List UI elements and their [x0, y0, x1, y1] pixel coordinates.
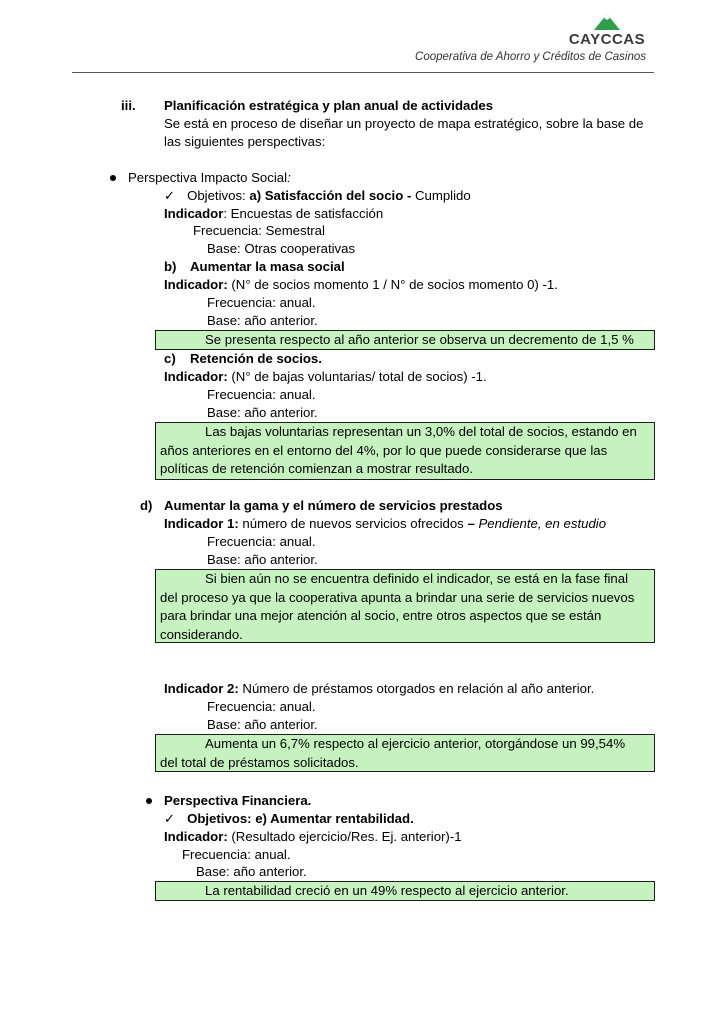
result-box-b: Se presenta respecto al año anterior se observa un decremento de 1,5 % [155, 330, 655, 350]
indicator-1: Indicador 1: número de nuevos servicios ofrecidos – Pendiente, en estudio [164, 516, 607, 531]
objective-d-letter: d) [140, 498, 153, 513]
frequency-b: Frecuencia: anual. [207, 295, 316, 310]
indicator-b: Indicador: (N° de socios momento 1 / N° de socios momento 0) -1. [164, 277, 558, 292]
objective-c-letter: c) [164, 351, 176, 366]
result-box-e: La rentabilidad creció en un 49% respecto al ejercicio anterior. [155, 881, 655, 901]
section-number: iii. [121, 98, 136, 113]
objective-c-title: Retención de socios. [190, 351, 322, 366]
section-title: Planificación estratégica y plan anual de actividades [164, 98, 494, 113]
frequency-2: Frecuencia: anual. [207, 699, 316, 714]
indicator-a: Indicador: Encuestas de satisfacción [164, 206, 384, 221]
header-tagline: Cooperativa de Ahorro y Créditos de Casinos [415, 51, 646, 63]
indicator-2: Indicador 2: Número de préstamos otorgados en relación al año anterior. [164, 681, 595, 696]
bullet-icon [110, 175, 116, 181]
objective-b-letter: b) [164, 259, 177, 274]
logo-text: CAYCCAS [568, 31, 646, 48]
result-box-indicator-1: Si bien aún no se encuentra definido el indicador, se está en la fase final del proceso ya que la cooperativa apunta a brindar una serie de servicios nuevos para brindar una mejor atención al socio, entre otros aspectos que se están considerando. [155, 569, 655, 643]
base-c: Base: año anterior. [207, 405, 318, 420]
result-box-indicator-2: Aumenta un 6,7% respecto al ejercicio anterior, otorgándose un 99,54% del total de préstamos solicitados. [155, 734, 655, 772]
financial-perspective-heading: Perspectiva Financiera. [164, 793, 312, 808]
objective-a: ✓ Objetivos: a) Satisfacción del socio - Cumplido [164, 188, 471, 203]
checkmark-icon: ✓ [164, 188, 176, 203]
bullet-icon [146, 798, 152, 804]
objective-b-title: Aumentar la masa social [190, 259, 345, 274]
header-divider [72, 72, 654, 73]
frequency-a: Frecuencia: Semestral [193, 223, 325, 238]
objective-d-title: Aumentar la gama y el número de servicios prestados [164, 498, 503, 513]
section-intro-line-1: Se está en proceso de diseñar un proyecto de mapa estratégico, sobre la base de [164, 116, 644, 131]
base-b: Base: año anterior. [207, 313, 318, 328]
indicator-e: Indicador: (Resultado ejercicio/Res. Ej. anterior)-1 [164, 829, 462, 844]
frequency-e: Frecuencia: anual. [182, 847, 291, 862]
base-1: Base: año anterior. [207, 552, 318, 567]
checkmark-icon: ✓ [164, 811, 176, 826]
cayccas-logo [562, 14, 652, 50]
objective-e: ✓ Objetivos: e) Aumentar rentabilidad. [164, 811, 414, 826]
base-2: Base: año anterior. [207, 717, 318, 732]
base-a: Base: Otras cooperativas [207, 241, 356, 256]
mountain-icon [594, 14, 620, 30]
social-perspective-heading: Perspectiva Impacto Social: [128, 170, 291, 185]
frequency-1: Frecuencia: anual. [207, 534, 316, 549]
section-intro-line-2: las siguientes perspectivas: [164, 134, 326, 149]
frequency-c: Frecuencia: anual. [207, 387, 316, 402]
result-box-c: Las bajas voluntarias representan un 3,0% del total de socios, estando en años anteriores en el entorno del 4%, por lo que puede considerarse que las políticas de retención comienzan a mostrar resultado. [155, 422, 655, 480]
indicator-c: Indicador: (N° de bajas voluntarias/ total de socios) -1. [164, 369, 487, 384]
base-e: Base: año anterior. [196, 864, 307, 879]
